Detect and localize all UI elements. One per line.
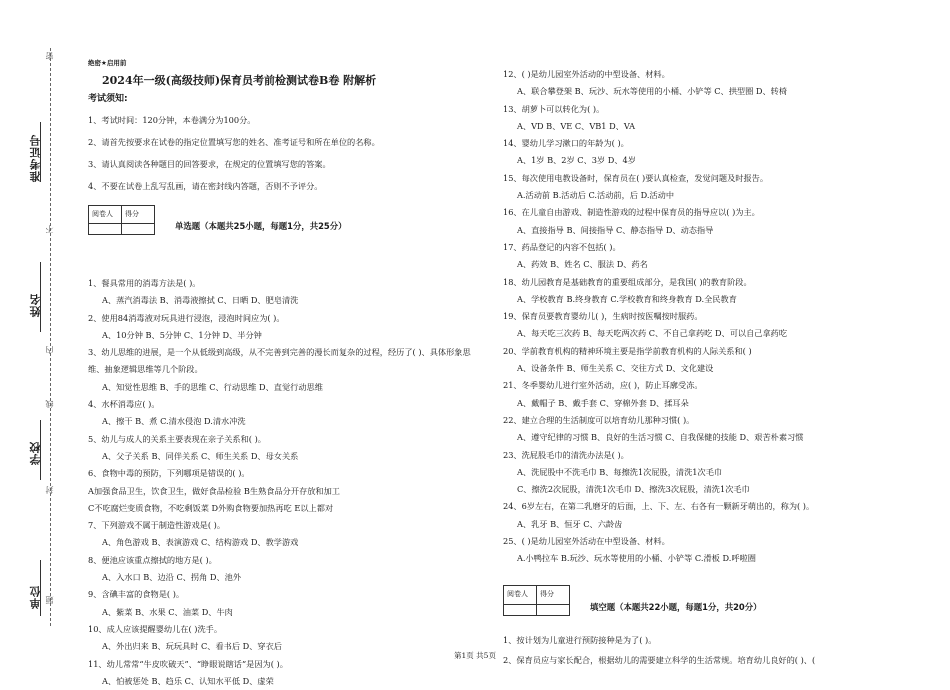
score-box-cell[interactable] <box>89 224 122 235</box>
question-line: 18、幼儿园教育是基础教育的重要组成部分，是我国( )的教育阶段。 <box>503 276 752 287</box>
question-options: C不吃腐烂变质食物，不吃剩饭菜 D外购食物要加热再吃 E以上都对 <box>88 502 334 513</box>
secret-label: 绝密★启用前 <box>88 59 127 67</box>
score-box <box>88 205 155 235</box>
question-line: 20、学前教育机构的精神环境主要是指学前教育机构的人际关系和( ) <box>503 345 752 356</box>
question-options: A、角色游戏 B、表演游戏 C、结构游戏 D、教学游戏 <box>102 537 299 548</box>
question-line: 8、便池应该重点擦拭的地方是( )。 <box>88 554 217 565</box>
score-box-reviewer: 阅卷人 <box>504 586 537 604</box>
binding-margin <box>0 0 70 671</box>
page-title: 2024年一级(高级技师)保育员考前检测试卷B卷 附解析 <box>102 74 377 87</box>
question-options: A、怕被惩处 B、趋乐 C、认知水平低 D、虚荣 <box>102 675 274 686</box>
question-options: A、遵守纪律的习惯 B、良好的生活习惯 C、自我保健的技能 D、艰苦朴素习惯 <box>517 432 804 443</box>
fill-question-line: 1、按计划为儿童进行预防接种是为了( )。 <box>503 634 657 645</box>
seal-dashed-line <box>50 48 51 626</box>
question-line: 2、使用84消毒液对玩具进行浸泡，浸泡时间应为( )。 <box>88 312 285 323</box>
question-line: 13、胡萝卜可以转化为( )。 <box>503 103 605 114</box>
question-line: 5、幼儿与成人的关系主要表现在亲子关系和( )。 <box>88 433 266 444</box>
question-line: 10、成人应该提醒婴幼儿在( )洗手。 <box>88 623 223 634</box>
question-options: A、10分钟 B、5分钟 C、1分钟 D、半分钟 <box>102 329 262 340</box>
question-options: A、设备条件 B、师生关系 C、交往方式 D、文化建设 <box>517 363 714 374</box>
section2-title: 填空题（本题共22小题，每题1分，共20分） <box>590 601 762 612</box>
seal-mark-char: 内 <box>45 346 54 354</box>
score-box-reviewer: 阅卷人 <box>89 205 122 223</box>
question-line: 1、餐具常用的消毒方法是( )。 <box>88 278 201 288</box>
question-line: 12、( )是幼儿园室外活动的中型设备、材料。 <box>503 69 670 79</box>
score-box-cell[interactable] <box>537 604 570 615</box>
question-options: A、擦干 B、煮 C.清水侵泡 D.清水冲洗 <box>102 416 246 427</box>
exam-number-label: 准考证号 <box>29 134 42 182</box>
notice-item: 3、请认真阅读各种题目的回答要求，在规定的位置填写您的答案。 <box>88 159 331 169</box>
question-options: A、直接指导 B、间接指导 C、静态指导 D、动态指导 <box>517 224 714 235</box>
question-line: 4、水杯消毒应( )。 <box>88 399 160 410</box>
name-line <box>40 262 41 332</box>
question-line: 14、婴幼儿学习漱口的年龄为( )。 <box>503 138 629 149</box>
unit-label: 单位 <box>29 585 42 609</box>
seal-mark-char: 不 <box>45 225 54 233</box>
question-line: 6、食物中毒的预防，下列哪项是错误的( )。 <box>88 468 250 479</box>
question-line: 3、幼儿思维的进展，是一个从低级到高级，从不完善到完善的漫长而复杂的过程，经历了( )、具体形象思维、抽象逻辑思维等几个阶段。 <box>88 347 471 375</box>
question-options: A、洗屁股中不洗毛巾 B、每擦洗1次屁股，清洗1次毛巾 <box>517 466 723 477</box>
school-line <box>40 420 41 480</box>
question-options: A、VD B、VE C、VB1 D、VA <box>517 120 636 131</box>
notice-item: 1、考试时间：120分钟，本卷满分为100分。 <box>88 115 256 125</box>
seal-mark-bottom: 题 <box>45 596 54 604</box>
section2-header <box>503 588 943 614</box>
question-options: A、知觉性思维 B、手的思维 C、行动思维 D、直觉行动思维 <box>102 381 323 392</box>
notice-title: 考试须知: <box>88 94 128 104</box>
question-options: A、乳牙 B、恒牙 C、六龄齿 <box>517 518 623 529</box>
question-options: A、入水口 B、边沿 C、拐角 D、池外 <box>102 572 242 583</box>
exam-number-line <box>40 122 41 182</box>
score-box-score: 得分 <box>122 205 155 223</box>
question-options: A、戴帽子 B、戴手套 C、穿棉外套 D、揉耳朵 <box>517 397 689 408</box>
page-number: 第1页 共5页 <box>454 651 496 660</box>
section1-title: 单选题（本题共25小题，每题1分，共25分） <box>175 221 347 232</box>
question-line: 7、下列游戏不属于制造性游戏是( )。 <box>88 520 226 531</box>
score-box-cell[interactable] <box>122 224 155 235</box>
question-options: A、蒸汽消毒法 B、消毒液擦拭 C、日晒 D、肥皂清洗 <box>102 295 299 306</box>
question-line: 21、冬季婴幼儿进行室外活动，应( )，防止耳廓受冻。 <box>503 380 703 391</box>
question-options: A、父子关系 B、同伴关系 C、师生关系 D、母女关系 <box>102 450 299 461</box>
question-line: 17、药品登记的内容不包括( )。 <box>503 241 621 252</box>
fill-question-line: 2、保育员应与家长配合，根据幼儿的需要建立科学的生活常规。培育幼儿良好的( )、( <box>503 654 816 665</box>
question-list-left <box>88 275 473 690</box>
question-options: A、联合攀登架 B、玩沙、玩水等使用的小桶、小铲等 C、拱型圈 D、转椅 <box>517 86 788 97</box>
question-options: A加强食品卫生，饮食卫生，做好食品检验 B生熟食品分开存放和加工 <box>88 485 340 496</box>
seal-mark-char: 封 <box>45 486 54 494</box>
unit-line <box>40 560 41 616</box>
question-line: 15、每次使用电教设备时，保育员在( )要认真检查，发觉问题及时报告。 <box>503 172 769 183</box>
question-options: A.活动前 B.活动后 C.活动前，后 D.活动中 <box>517 190 675 201</box>
question-options: A、药效 B、姓名 C、服法 D、药名 <box>517 259 648 270</box>
question-options: A、紫菜 B、水果 C、油菜 D、牛肉 <box>102 606 233 617</box>
question-options: A、1岁 B、2岁 C、3岁 D、4岁 <box>517 155 636 166</box>
question-options: A、每天吃三次药 B、每天吃两次药 C、不自己拿药吃 D、可以自己拿药吃 <box>517 328 788 339</box>
score-box-cell[interactable] <box>504 604 537 615</box>
question-line: 22、建立合理的生活制度可以培育幼儿那种习惯( )。 <box>503 414 695 425</box>
section1-header <box>88 207 473 233</box>
name-label: 姓名 <box>29 293 42 317</box>
question-line: 16、在儿童自由游戏、制造性游戏的过程中保育员的指导应以( )为主。 <box>503 207 760 218</box>
question-options: A、学校教育 B.终身教育 C.学校教育和终身教育 D.全民教育 <box>517 293 737 304</box>
left-column <box>88 58 473 690</box>
question-line: 24、6岁左右，在第二乳磨牙的后面，上、下、左、右各有一颗新牙萌出的，称为( )。 <box>503 501 815 512</box>
notice-item: 4、不要在试卷上乱写乱画，请在密封线内答题，否则不予评分。 <box>88 181 323 191</box>
seal-mark-top: 密 <box>45 52 54 60</box>
question-line: 19、保育员要教育婴幼儿( )，生病时按医嘱按时服药。 <box>503 311 703 322</box>
question-line: 11、幼儿常常“牛皮吹破天”、“睁眼说瞎话”是因为( )。 <box>88 658 288 669</box>
question-options: A、外出归来 B、玩玩具时 C、看书后 D、穿衣后 <box>102 641 282 652</box>
right-column <box>503 66 943 670</box>
score-box <box>503 585 570 615</box>
question-line: 9、含碘丰富的食物是( )。 <box>88 589 185 600</box>
seal-mark-char: 线 <box>45 400 54 408</box>
question-line: 25、( )是幼儿园室外活动在中型设备、材料。 <box>503 536 670 547</box>
notice-item: 2、请首先按要求在试卷的指定位置填写您的姓名、准考证号和所在单位的名称。 <box>88 137 380 147</box>
question-line: 23、洗屁股毛巾的清洗办法是( )。 <box>503 449 629 460</box>
question-options: C、擦洗2次屁股，清洗1次毛巾 D、擦洗3次屁股，清洗1次毛巾 <box>517 484 750 495</box>
school-label: 学校 <box>29 441 42 465</box>
score-box-score: 得分 <box>537 586 570 604</box>
question-options: A.小鸭拉车 B.玩沙、玩水等使用的小桶、小铲等 C.滑板 D.呼啦圈 <box>517 553 756 564</box>
